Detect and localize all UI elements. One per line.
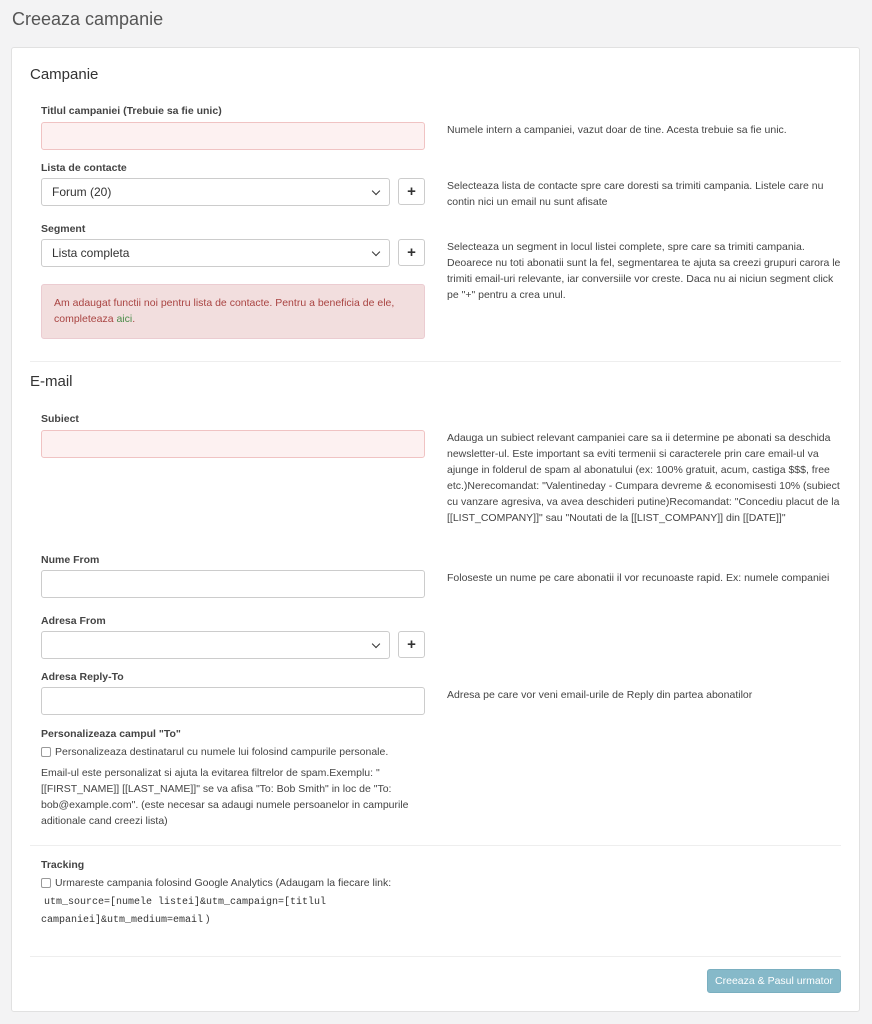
contact-list-label: Lista de contacte [41, 162, 127, 174]
tracking-checkbox[interactable] [41, 878, 51, 888]
tracking-code-line2: campaniei]&utm_medium=email [41, 915, 204, 926]
from-name-label: Nume From [41, 554, 100, 566]
from-name-input[interactable] [41, 570, 425, 598]
personalize-checkbox[interactable] [41, 747, 51, 757]
segment-value: Lista completa [52, 246, 130, 260]
email-section-title: E-mail [30, 373, 73, 390]
chevron-down-icon [372, 247, 380, 255]
campaign-title-help: Numele intern a campaniei, vazut doar de tine. Acesta trebuie sa fie unic. [447, 124, 787, 136]
page-title: Creeaza campanie [12, 9, 164, 29]
segment-label: Segment [41, 223, 86, 235]
reply-to-help: Adresa pe care vor veni email-urile de Reply din partea abonatilor [447, 689, 753, 701]
add-contact-list-button[interactable]: + [398, 178, 425, 205]
subject-input[interactable] [41, 430, 425, 458]
tracking-row [41, 875, 391, 891]
subject-label: Subiect [41, 413, 79, 425]
create-next-button[interactable]: Creeaza & Pasul urmator [707, 969, 841, 993]
alert-text: Am adaugat functii noi pentru lista de contacte. Pentru a beneficia de ele, completeaza [54, 297, 395, 325]
add-from-address-button[interactable]: + [398, 631, 425, 658]
campaign-title-label: Titlul campaniei (Trebuie sa fie unic) [41, 105, 222, 117]
chevron-down-icon [372, 186, 380, 194]
subject-help: Adauga un subiect relevant campaniei care sa ii determine pe abonati sa deschida newsletter-ul. Este important sa eviti termenii si caracterele prin care email-ul va ajunge in folderul de spam al abonatului (ex: 100% gratuit, acum, castiga $$$, free etc.)Nerecomandat: "Valentineday - Cumpara devreme & economisesti 10% (subiect cu vanzare agresiva, va avea deschideri putine)Recomandat: "Concediu placut de la [[LIST_COMPANY]]" sau "Noutati de la [[LIST_COMPANY]] din [[DATE]]" [447, 432, 840, 524]
section-divider [30, 845, 841, 846]
tracking-code-line2-row [41, 911, 210, 929]
from-name-help: Foloseste un nume pe care abonatii il vor recunoaste rapid. Ex: numele companiei [447, 572, 830, 584]
alert-link[interactable]: aici [116, 313, 133, 325]
section-divider [30, 956, 841, 957]
campaign-form-card [11, 47, 860, 1012]
reply-to-label: Adresa Reply-To [41, 671, 124, 683]
contact-list-value: Forum (20) [52, 185, 112, 199]
contact-list-help: Selecteaza lista de contacte spre care doresti sa trimiti campania. Listele care nu contin nici un email nu sunt afisate [447, 180, 824, 208]
campaign-section-title: Campanie [30, 66, 99, 83]
add-segment-button[interactable]: + [398, 239, 425, 266]
contact-list-select[interactable] [41, 178, 390, 206]
personalize-row [41, 744, 388, 760]
personalize-checkbox-label: Personalizeaza destinatarul cu numele lui folosind campurile personale. [55, 746, 389, 758]
reply-to-input[interactable] [41, 687, 425, 715]
segment-help: Selecteaza un segment in locul listei complete, spre care sa trimiti campania. Deoarece nu toti abonatii sunt la fel, segmentarea te ajuta sa creezi grupuri carora le trimiti email-uri relevante, iar conversiile vor creste. Daca nu ai niciun segment click pe "+" pentru a crea unul. [447, 241, 841, 301]
chevron-down-icon [372, 639, 380, 647]
tracking-checkbox-label: Urmareste campania folosind Google Analytics (Adaugam la fiecare link: [55, 877, 392, 889]
tracking-code-line1: utm_source=[numele listei]&utm_campaign=[titlul [44, 897, 327, 908]
segment-select[interactable] [41, 239, 390, 267]
personalize-label: Personalizeaza campul "To" [41, 728, 181, 740]
personalize-help: Email-ul este personalizat si ajuta la evitarea filtrelor de spam.Exemplu: "[[FIRST_NAME]] [[LAST_NAME]]" se va afisa "To: Bob Smith" in loc de "To: bob@example.com". (este necesar sa adaugi numele persoanelor in campurile aditionale cand creezi lista) [41, 767, 409, 827]
contact-list-alert [41, 284, 425, 339]
alert-end: . [132, 313, 136, 325]
from-address-label: Adresa From [41, 615, 106, 627]
tracking-code-end: ) [206, 913, 210, 925]
tracking-label: Tracking [41, 859, 85, 871]
campaign-title-input[interactable] [41, 122, 425, 150]
section-divider [30, 361, 841, 362]
from-address-select[interactable] [41, 631, 390, 659]
